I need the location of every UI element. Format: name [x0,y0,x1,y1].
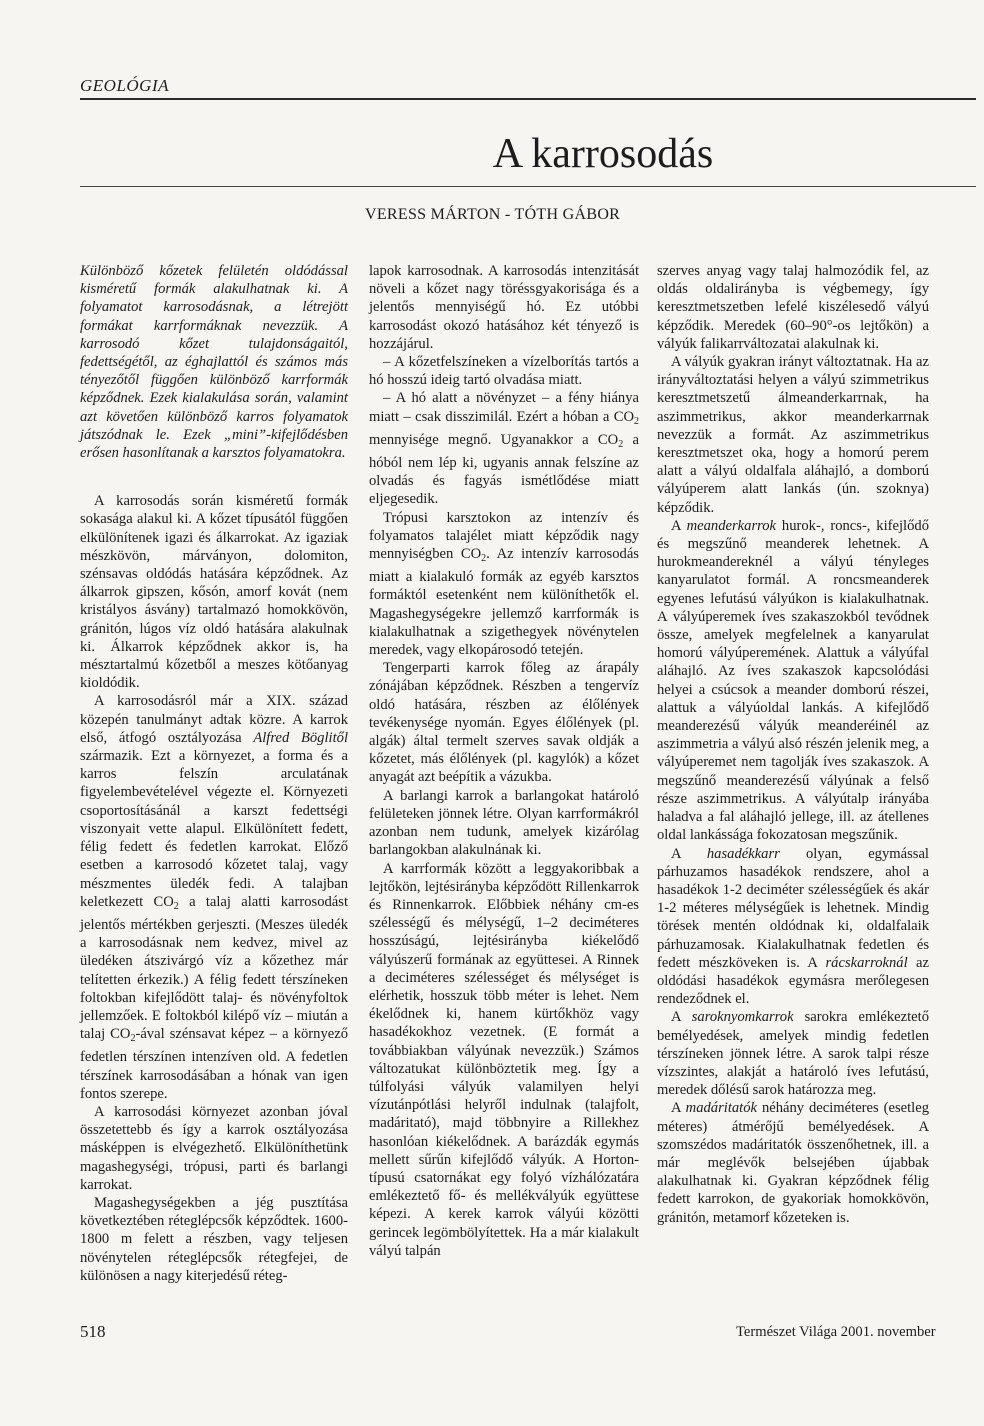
paragraph: lapok karrosodnak. A karrosodás intenzitását növeli a kőzet nagy töréssgyakorisága és a jelentős mennyiségű hó. Ez utóbbi karrosodást okozó hatásához két tényező is hozzájárul. [369,263,639,352]
journal-footer: Természet Világa 2001. november [736,1324,936,1340]
term: hasadékkarr [706,845,780,862]
paragraph: A karrosodásról már a XIX. század közepén tanulmányt adtak közre. A karrok első, átfogó osztályozása Alfred Böglitől származik. Ezt a környezet, a forma és a karros felszín arculatának figyelembevételével végezte el. Környezeti csoportosításánál a karszt fedettségi viszonyait vette alapul. Elkülönített fedett, félig fedett és fedetlen karrokat. Előző esetben a karrosodó kőzetet talaj, vagy mészmentes üledék fedi. A talajban keletkezett $CO_2$ a talaj alatti karrosodást jelentős mértékben gerjeszti. (Meszes üledék a karrosodásnak nem kedvez, mivel az üledéken átszivárgó víz a kőzethez már telítetten érkezik.) A félig fedett térszíneken foltokban kifejlődött talaj- és növényfoltok jellemzőek. E foltokból kilépő víz – miután a talaj $CO_2$-ával szénsavat képez – a környező fedetlen térszínen intenzíven old. A fedetlen térszínek karrosodásában a hónak van igen fontos szerepe. [80,693,349,1102]
paragraph: szerves anyag vagy talaj halmozódik fel, az oldás oldalirányba is végbemegy, így keresztmetszetben lefelé kiszélesedő vályú képződik. Meredek (60–90°-os lejtőkön) a vályúk falikarrváltozatai alakulnak ki. [657,263,929,352]
paragraph: – A kőzetfelszíneken a vízelborítás tartós a hó hosszú ideig tartó olvadása miatt. [369,354,639,389]
paragraph: – A hó alatt a növényzet – a fény hiánya miatt – csak disszimilál. Ezért a hóban a $CO_2$ mennyisége megnő. Ugyanakkor a $CO_2$ a hóból nem lép ki, ugyanis annak felszíne az olvadás és fagyás ismétlődése miatt eljegesedik. [369,390,639,508]
text-column-2 [369,262,639,1260]
paragraph: A hasadékkarr olyan, egymással párhuzamos hasadékok rendszere, ahol a hasadékok 1-2 deciméter szélességűek és akár 1-2 méteres mélységűek is lehetnek. Mindig törések mentén oldódnak ki, oldalfalaik párhuzamosak. Kialakulhatnak fedetlen és fedett mészköveken is. A rácskarroknál az oldódási hasadékok egymásra merőlegesen rendeződnek el. [657,845,929,1008]
paragraph: A karrformák között a leggyakoribbak a lejtőkön, lejtésirányba képződött Rillenkarrok és Rinnenkarrok. Előbbiek néhány cm-es szélességű és mélységű, 1–2 deciméteres hosszúságú, lejtésirányba kiékelődő vályúszerű formának az együttesei. A Rinnek a deciméteres szélességet és mélységet is elérhetik, hosszuk több méter is lehet. Nem ékelődnek ki, hanem kürtőkhöz vagy hasadékokhoz vezetnek. (E formát a továbbiakban vályúnak nevezzük.) Számos változatukat különböztetik meg. Így a túlfolyási vályúk valamilyen helyi vízutánpótlási helyről indulnak (talajfolt, madáritató), majd többnyire a Rillekhez hasonlóan kiékelődnek. A barázdák egymás mellett sűrűn kifejlődő vályúk. A Horton-típusú csatornákat egy folyó vízhálózatára emlékeztető fő- és mellékvályúk együttese képezi. A kerek karrok vályúi közötti gerincek legömbölyítettek. Ha a már kialakult vályú talpán [369,860,639,1259]
term: meanderkarrok [686,517,777,534]
text-column-1 [80,262,348,1285]
paragraph: A karrosodás során kisméretű formák sokasága alakul ki. A kőzet típusától függően elkülönítenek igazi és álkarrokat. Az igaziak mészkövön, márványon, dolomiton, szénsavas oldódás hatására képződnek. Az álkarrok gipszen, kősón, amorf kovát (nem kristályos ásvány) tartalmazó homokkövön, gránitón, lúgos víz oldó hatására alakulnak ki. Álkarrok képződnek akkor is, ha mésztartalmú kőzetből a meszes kötőanyag kioldódik. [80,493,348,692]
term: saroknyomkarrok [691,1009,794,1026]
paragraph: Magashegységekben a jég pusztítása következtében réteglépcsők képződtek. 1600-1800 m felett a részben, vagy teljesen növénytelen réteglépcsők rétegfejei, de különösen a nagy kiterjedésű réteg- [80,1194,348,1284]
paragraph: A saroknyomkarrok sarokra emlékeztető bemélyedések, amelyek mindig fedetlen térszíneken jönnek létre. A sarok talpi része vízszintes, alakját a határoló íves lefutású, meredek dőlésű sarok határozza meg. [657,1009,929,1099]
paragraph: Trópusi karsztokon az intenzív és folyamatos talajélet miatt képződik nagy mennyiségben $CO_2$. Az intenzív karrosodás miatt a kialakuló formák az egyéb karsztos formáktól esetenként nem különíthetők el. Magashegységekre jellemző karrformák is kialakulhatnak a szigethegyek növénytelen meredek, vagy elkopárosodó tetején. [369,509,639,659]
paragraph: A meanderkarrok hurok-, roncs-, kifejlődő és megszűnő meanderek lehetnek. A hurokmeandereknél a vályú tényleges kanyarulatot formál. A roncsmeanderek egyenes lefutású vályúkon is kialakulhatnak. A vályúperemek íves szakaszokból tevődnek össze, amelyek megfelelnek a kanyarulat homorú vályúperemének. Alattuk a vályúfal aláhajló. Az íves szakaszok kapcsolódási helyei a csúcsok a meander domború részei, alattuk a vályúoldal lankás. A kifejlődő meanderezésű vályúk meanderéinél az aszimmetria a vályú alsó részén jelenik meg, a vályúperemet nem tagolják íves szakaszok. A megszűnő meanderezésű vályúnak a felső része aszimmetrikus. A vályútalp irányába haladva a fal aláhajló jellege, ill. az átellenes oldal lankássága fokozatosan megszűnik. [657,517,929,844]
title-rule [80,186,976,187]
paragraph: A vályúk gyakran irányt változtatnak. Ha az irányváltoztatási helyen a vályú szimmetrikus keresztmetszetű álmeanderkarrnak, ha aszimmetrikus, akkor meanderkarrnak nevezzük a formát. Az aszimmetrikus keresztmetszet oka, hogy a homorú perem alatt a vályú oldalfala aláhajló, a domború vályúperem alatt lankás (ún. szoknya) képződik. [657,354,929,516]
text-column-3 [657,262,929,1227]
term: rácskarroknál [825,954,908,971]
page-number: 518 [80,1322,106,1341]
paragraph: A barlangi karrok a barlangokat határoló felületeken jönnek létre. Olyan karrformákról azonban nem tudunk, amelyek kizárólag barlangokban alakulnának ki. [369,787,639,859]
term: madáritatók [685,1100,758,1117]
lead-paragraph: Különböző kőzetek felületén oldódással kisméretű formák alakulhatnak ki. A folyamatot karrosodásnak, a létrejött formákat karrformáknak nevezzük. A karrosodó kőzet tulajdonságaitól, fedettségétől, az éghajlattól és számos más tényezőtől függően különböző karrformák képződnek. Ezek kialakulása során, valamint azt követően különböző karros folyamatok játszódnak le. Ezek „mini”-kifejlődésben erősen hasonlítanak a karsztos folyamatokra. [80,263,348,462]
article-title: A karrosodás [492,131,714,177]
header-rule [80,98,976,100]
article-authors: VERESS MÁRTON - TÓTH GÁBOR [365,206,621,223]
paragraph: Tengerparti karrok főleg az árapály zónájában képződnek. Részben a tengervíz oldó hatására, részben az élőlények tevékenysége nyomán. Egyes élőlények (pl. algák) által termelt szerves savak oldják a kőzetet, más élőlények (pl. kagylók) a kőzet anyagát azt beépítik a vázukba. [369,660,639,786]
section-label: GEOLÓGIA [80,76,169,95]
paragraph: A karrosodási környezet azonban jóval összetettebb és így a karrok osztályozása másképpen is elvégezhető. Elkülöníthetünk magashegységi, trópusi, parti és barlangi karrokat. [80,1103,348,1193]
person-name: Alfred Böglitől [253,729,348,746]
paragraph: A madáritatók néhány deciméteres (esetleg méteres) átmérőjű bemélyedések. A szomszédos madáritatók összenőhetnek, ill. a már meglévők belsejében újabbak alakulhatnak ki. Gyakran képződnek félig fedett karrokon, de gyakoriak homokkövön, gránitón, metamorf kőzeteken is. [657,1100,929,1226]
